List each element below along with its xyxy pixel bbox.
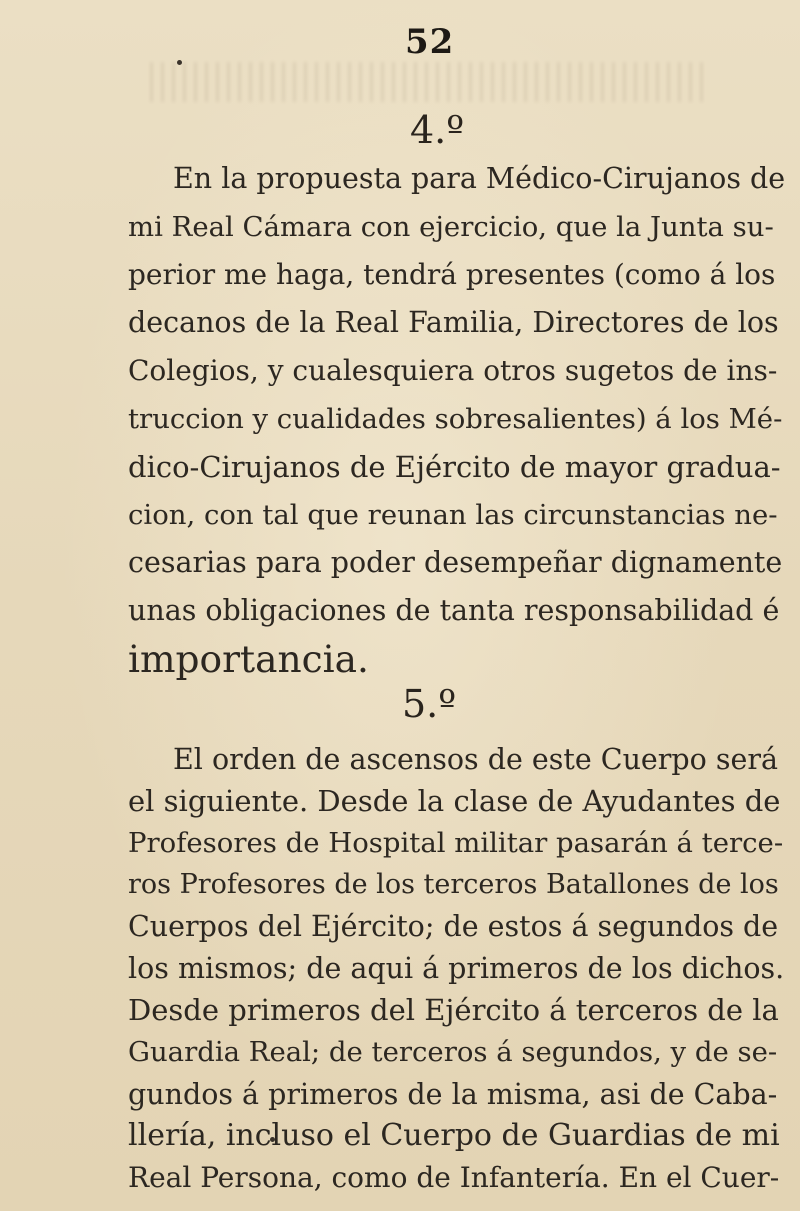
text-line: Cuerpos del Ejército; de estos á segundos de xyxy=(128,910,779,944)
text-line: unas obligaciones de tanta responsabilidad é xyxy=(128,594,780,627)
text-line: Desde primeros del Ejército á terceros de la xyxy=(128,992,779,1027)
text-line: Colegios, y cualesquiera otros sugetos de ins- xyxy=(128,354,778,387)
show-through-text xyxy=(150,62,710,102)
text-line: gundos á primeros de la misma, asi de Caba- xyxy=(128,1077,778,1111)
text-line: perior me haga, tendrá presentes (como á los xyxy=(128,258,776,291)
text-line: Profesores de Hospital militar pasarán á terce- xyxy=(128,826,784,859)
text-line: Real Persona, como de Infantería. En el Cuer- xyxy=(128,1161,780,1195)
text-line: El orden de ascensos de este Cuerpo será xyxy=(173,743,778,776)
text-line: decanos de la Real Familia, Directores de los xyxy=(128,306,779,339)
section-number-4: 4.º xyxy=(410,108,465,152)
text-line: truccion y cualidades sobresalientes) á los Mé- xyxy=(128,403,783,435)
text-line: los mismos; de aqui á primeros de los dichos. xyxy=(128,952,785,986)
page-number: 52 xyxy=(405,22,455,62)
text-line: importancia. xyxy=(128,637,369,681)
text-line: llería, incluso el Cuerpo de Guardias de mi xyxy=(128,1118,780,1154)
text-line: Guardia Real; de terceros á segundos, y de se- xyxy=(128,1035,778,1068)
ink-speck xyxy=(177,60,182,65)
text-line: cion, con tal que reunan las circunstancias ne- xyxy=(128,499,778,531)
text-line: dico-Cirujanos de Ejército de mayor gradua- xyxy=(128,450,781,484)
text-line: cesarias para poder desempeñar dignamente xyxy=(128,546,783,579)
text-line: ros Profesores de los terceros Batallones de los xyxy=(128,869,779,901)
section-number-5: 5.º xyxy=(402,682,457,726)
text-line: el siguiente. Desde la clase de Ayudantes de xyxy=(128,783,781,818)
text-line: En la propuesta para Médico-Cirujanos de xyxy=(173,162,786,195)
text-line: mi Real Cámara con ejercicio, que la Junta su- xyxy=(128,211,774,243)
